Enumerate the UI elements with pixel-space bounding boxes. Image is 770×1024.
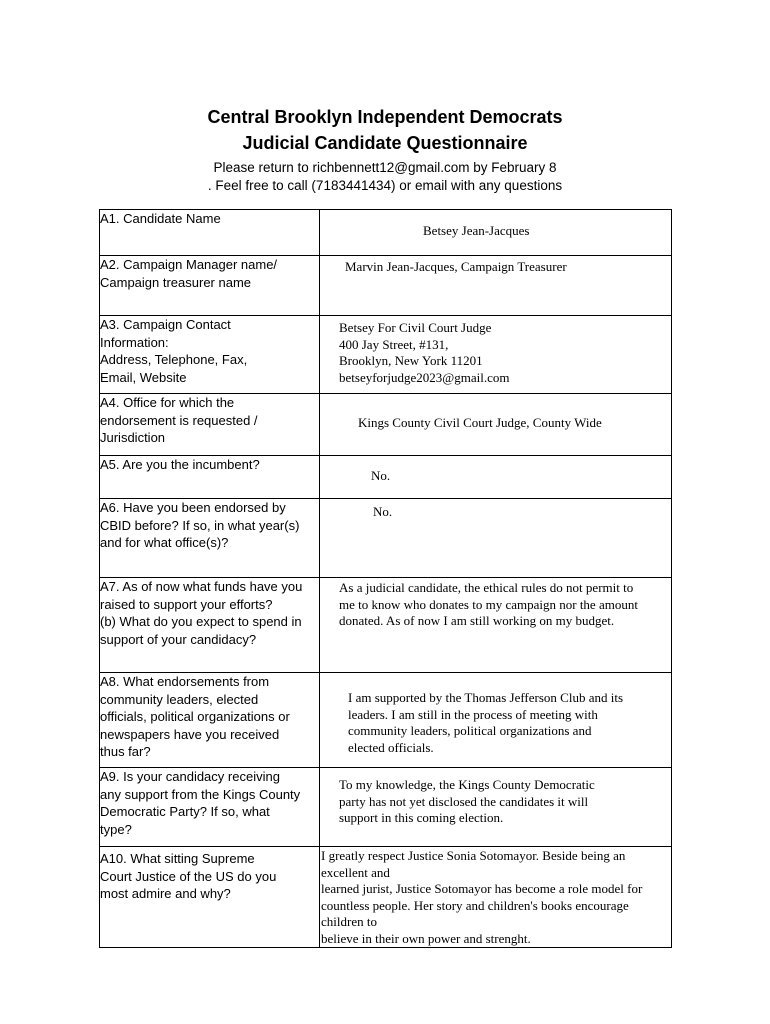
table-row [100, 768, 672, 847]
answer-a5: No. [320, 456, 672, 499]
question-a7: A7. As of now what funds have you raised to support your efforts? (b) What do you expect to spend in support of your candidacy? [100, 578, 320, 673]
table-row [100, 847, 672, 948]
table-row [100, 578, 672, 673]
question-a9: A9. Is your candidacy receiving any support from the Kings County Democratic Party? If so, what type? [100, 768, 320, 847]
contact-instructions: . Feel free to call (7183441434) or email with any questions [207, 178, 563, 193]
question-a10: A10. What sitting Supreme Court Justice of the US do you most admire and why? [100, 847, 320, 948]
table-row [100, 456, 672, 499]
question-a6: A6. Have you been endorsed by CBID before? If so, in what year(s) and for what office(s)? [100, 499, 320, 578]
answer-a9: To my knowledge, the Kings County Democratic party has not yet disclosed the candidates it will support in this coming election. [320, 768, 672, 847]
answer-a2: Marvin Jean-Jacques, Campaign Treasurer [320, 256, 672, 316]
answer-a1: Betsey Jean-Jacques [320, 210, 672, 256]
question-a3: A3. Campaign Contact Information: Address, Telephone, Fax, Email, Website [100, 316, 320, 394]
question-a1: A1. Candidate Name [100, 210, 320, 256]
answer-a8: I am supported by the Thomas Jefferson Club and its leaders. I am still in the process of meeting with community leaders, political organizations and elected officials. [320, 673, 672, 768]
questionnaire-title: Judicial Candidate Questionnaire [242, 133, 528, 153]
table-row [100, 210, 672, 256]
document-header [0, 104, 770, 195]
return-instructions: Please return to richbennett12@gmail.com by February 8 [213, 160, 557, 175]
answer-a3: Betsey For Civil Court Judge 400 Jay Street, #131, Brooklyn, New York 11201 betseyforjudge2023@gmail.com [320, 316, 672, 394]
table-row [100, 499, 672, 578]
org-title: Central Brooklyn Independent Democrats [207, 107, 563, 127]
answer-a10: I greatly respect Justice Sonia Sotomayor. Beside being an excellent and learned jurist, Justice Sotomayor has become a role model for countless people. Her story and children's books encourage children to believe in their own power and strenght. [320, 847, 672, 948]
table-row [100, 673, 672, 768]
table-row [100, 316, 672, 394]
table-row [100, 394, 672, 456]
answer-a6: No. [320, 499, 672, 578]
question-a4: A4. Office for which the endorsement is requested / Jurisdiction [100, 394, 320, 456]
question-a2: A2. Campaign Manager name/ Campaign treasurer name [100, 256, 320, 316]
question-a8: A8. What endorsements from community leaders, elected officials, political organizations or newspapers have you received thus far? [100, 673, 320, 768]
questionnaire-table [99, 209, 672, 948]
answer-a4: Kings County Civil Court Judge, County Wide [320, 394, 672, 456]
table-row [100, 256, 672, 316]
question-a5: A5. Are you the incumbent? [100, 456, 320, 499]
answer-a7: As a judicial candidate, the ethical rules do not permit to me to know who donates to my campaign nor the amount donated. As of now I am still working on my budget. [320, 578, 672, 673]
